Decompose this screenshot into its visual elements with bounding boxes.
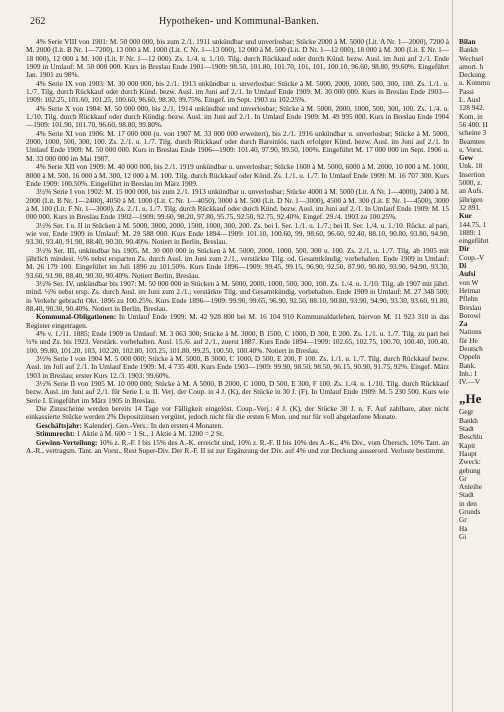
paragraph-text: 1 Aktie à M. 600 = 1 St., 1 Aktie à M. 1200 = 2 St. — [74, 430, 224, 439]
adjacent-page-column — [459, 38, 504, 704]
clipped-line: scheine 3 — [459, 129, 487, 138]
clipped-line: „He — [459, 391, 482, 407]
paragraph-text: 3½% Serie I von 1904 M. 5 000 000; Stücke à M. 5000, B 3000, C 1000, D 500, E 200, F 100. Zs. 1./1. u. 1./7. Tilg. durch Rückkauf bezw. Ausl. im Juli auf 2./1. In Umlauf Ende 1909: M. 4 735 400. Kurs Ende 1903—1909: 99.90, 98.50, 98.50, 96.15, 90.90, 91.75, 92%. Eingef. März 1903 in Breslau; erster Kurs 12./3. 1903: 99.60%. — [26, 355, 449, 380]
paragraph-text: Die Zinsscheine werden bereits 14 Tage vor Fälligkeit eingelöst. Coup.-Verj.: 4 J. (K), der Stücke 30 J. n. F. Auf zahlbare, aber nicht einkassierte Stücke werden 2% Depositzinsen vergütet, jedoch nicht für die ersten 6 Mon. und nur für voll abgelaufene Monate. — [26, 405, 449, 422]
paragraph — [26, 422, 449, 430]
clipped-line: Kom. in — [459, 112, 483, 121]
clipped-line: Insertion — [459, 170, 485, 179]
clipped-line: eingeführt — [459, 237, 489, 246]
clipped-line: Gegr — [459, 408, 474, 417]
paragraph-text: 10% z. R.-F. I bis 15% des A.-K. erreicht sind, 10% z. R.-F. II bis 10% des A.-K., 4% Div., vom Übersch. 10% Tant. an A.-R., vertragsm. Tant. an Vorst., Rest Super-Div. Der R.-F. II ist zur Ergänzung der Div. auf 4% und zur Deckung ausserord. Verluste bestimmt. — [26, 438, 449, 455]
clipped-line: u. Kommu — [459, 79, 491, 88]
section-label: Gewinn-Verteilung: — [36, 438, 98, 447]
paragraph — [26, 247, 449, 280]
paragraph — [26, 405, 449, 422]
clipped-line: Coup.-V — [459, 253, 485, 262]
paragraph — [26, 330, 449, 355]
clipped-line: Beamten — [459, 137, 485, 146]
clipped-line: Bankh — [459, 416, 478, 425]
paragraph-text: 3½% Ser. I u. II in Stücken à M. 5000, 3000, 2000, 1500, 1000, 300, 200. Zs. bei I. Ser. 1./1. u. 1./7.; bei II. Ser. 1./4. u. 1./10. Rückz. al pari, wie vor. Ende 1909 in Umlauf: M. 29 588 000. Kurs Ende 1894—1909: 101.10, 100.60, 99, 98.60, 96.60, 92.40, 88.10, 90.80, 93.80, 94.90, 93.30, 93.40, 91.90, 88.40, 90.30, 90.40%. Notiert in Berlin, Breslau. — [26, 221, 449, 247]
paragraph-text: 3½% Serie II von 1905 M. 10 000 000; Stücke à M. A 5000, B 2000, C 1000, D 500, E 300, F 100. Zs. 1./4. u. 1./10. Tilg. durch Rückkauf bezw. Ausl. im Juni auf 2./1. für Serie I. u. II. Verj. der Coup. in 4 J. (K), der Stücke in 30 J. (F). In Umlauf Ende 1909: M. 5 230 500. Kurs wie Serie I. Eingeführt im März 1905 in Breslau. — [26, 380, 449, 405]
clipped-line: u. Vorst. — [459, 145, 484, 154]
paragraph — [26, 163, 449, 188]
clipped-line: Stadt — [459, 491, 474, 500]
paragraph-text: 3½% Ser. III, unkündbar bis 1905, M. 30 000 000 in Stücken à M. 5000, 2000, 1000, 500, 300 u. 100. Zs. 2./1. u. 1./7. Tilg. ab 1905 mit jährlich mindest. ½% nebst ersparten Zs. durch Ausl. im Juni zum 2./1., verstärkte Tilg. od. Gesamtkündig. vorbehalten. Ende 1909 in Umlauf: M. 26 179 100. Eingeführt im Juli 1896 zu 101.50%. Kurs Ende 1896—1909: 99.45, 99.15, 96.90, 92.50, 87.90, 90.80, 93.90, 94.90, 93.30, 93.60, 91.90, 88.40, 90.30, 90.40%. Notiert Berlin, Breslau. — [26, 246, 449, 280]
paragraph-text: 4% Serie X von 1904: M. 50 000 000, bis 2./1. 1914 unkündbar und unverlosbar; Stücke à M. 5000, 2000, 1000, 500, 300, 100. Zs. 1./4. u. 1./10. Tilg. durch Rückkauf oder durch Kündig. bezw. Ausl. im Juni auf 2./1. In Umlauf Ende 1909: M. 49 995 000. Kurs in Breslau Ende 1904—1909: 101.90, 101.70, 96.60, 98.80, 99.80%. — [26, 104, 449, 130]
clipped-line: Pflehn — [459, 295, 478, 304]
clipped-line: Gi — [459, 532, 467, 541]
page-number: 262 — [30, 16, 46, 27]
clipped-line: Bank. — [459, 361, 477, 370]
paragraph-text: In Umlauf Ende 1909: M. 42 928 800 bei M. 16 104 910 Kommunaldarlehen, hiervon M. 11 923 310 in das Register eingetragen. — [26, 313, 449, 330]
clipped-line: Dir — [459, 245, 470, 254]
paragraph-text: 4% Serie XI von 1906: M. 17 000 000 (u. von 1907 M. 33 000 000 erweitert), bis 2./1. 1916 unkündbar u. unverlosbar; Stücke à M. 5000, 2000, 1000, 500, 300, 100. Zs. 2./1. u. 1./7. Tilg. durch Rückkauf oder durch Bareinlös. nach erfolgter Künd. bezw. Ausl. im Juni auf 2./1. In Umlauf Ende 1909: M. 50 000 000. Kurs in Breslau Ende 1906—1909: 101.40, 97.90, 99.50, 100%. Eingeführt M. 17 000 000 im Sept. 1906 u. M. 33 000 000 im Mai 1907. — [26, 129, 449, 163]
clipped-line: Gr — [459, 516, 467, 525]
clipped-line: Gr — [459, 474, 467, 483]
clipped-line: 56 400. H — [459, 120, 488, 129]
section-label: Stimmrecht: — [36, 430, 75, 439]
paragraph — [26, 313, 449, 330]
clipped-line: Haupt — [459, 449, 477, 458]
clipped-line: IV.—V — [459, 378, 481, 387]
clipped-line: Kur — [459, 212, 472, 221]
paragraph — [26, 130, 449, 163]
page-header — [30, 16, 448, 30]
clipped-line: Beschlu — [459, 433, 483, 442]
section-label: Kommunal-Obligationen: — [36, 313, 117, 322]
main-text-column — [26, 38, 449, 704]
paragraph-text: 4% Serie IX von 1903: M. 30 000 000, bis 2./1. 1913 unkündbar u. unverlosbar: Stücke à M. 5000, 2000, 1000, 500, 300, 100. Zs. 1./1. u. 1./7. Tilg. durch Rückkauf oder durch Künd. bezw. Ausl. im Juni auf 2./1. In Umlauf Ende 1909: M. 30 000 000. Kurs in Breslau Ende 1903—1909: 102.25, 101.60, 101.25, 100.60, 96.60, 98.30, 99.75%. Eingef. im Sept. 1903 zu 102.25%. — [26, 79, 449, 105]
clipped-line: 144.75, 1 — [459, 220, 487, 229]
clipped-line: Bilan — [459, 38, 476, 46]
paragraph-text: 4% v. 1./11. 1885; Ende 1909 in Umlauf: M. 3 063 300; Stücke à M. 3000, B 1500, C 1000, D 300, E 200. Zs. 1./1. u. 1./7. Tilg. zu pari bei ½% und Zs. bis 1923. Verstärk. vorbehalten. Ausl. 15./6. auf 2./1., zuerst 1887. Kurs Ende 1894—1909: 102.65, 102.75, 100.70, 100.40, 100.40, 100, 99.80, 101.20, 103, 102.20, 102.80, 103.25, 101.80, 99.25, 100.50, 100.40%. Notiert in Breslau. — [26, 330, 449, 355]
clipped-line: Deutsch — [459, 344, 483, 353]
section-label: Geschäftsjahr: — [36, 421, 82, 430]
clipped-line: Stadt — [459, 425, 474, 434]
paragraph — [26, 188, 449, 221]
clipped-line: Nations — [459, 328, 482, 337]
clipped-line: Heimat — [459, 286, 481, 295]
clipped-line: Anleihe — [459, 483, 482, 492]
clipped-line: Borowi — [459, 311, 481, 320]
clipped-line: von W — [459, 278, 479, 287]
paragraph — [26, 80, 449, 105]
clipped-line: 32 891. — [459, 203, 481, 212]
clipped-line: Zweck: — [459, 458, 481, 467]
paragraph — [26, 355, 449, 380]
paragraph-text: 4% Serie XII von 1909: M. 40 000 000, bis 2./1. 1919 unkündbar u. unverlosbar; Stücke 1600 à M. 5000, 6000 à M. 2000, 10 000 à M. 1000, 8000 à M. 500, 16 000 à M. 300, 12 000 à M. 100. Tilg. durch Rückkauf oder Künd. Zs. 1./1. u. 1./7. In Umlauf Ende 1909: M. 16 707 300. Kurs Ende 1909: 100.50%. Eingeführt in Breslau im März 1909. — [26, 163, 449, 188]
clipped-line: Passi — [459, 87, 474, 96]
paragraph — [26, 380, 449, 405]
clipped-line: für He — [459, 336, 478, 345]
column-gutter — [452, 0, 453, 712]
clipped-line: in den — [459, 499, 477, 508]
clipped-line: Breslau — [459, 303, 482, 312]
paragraph-text: Kalenderj. Gen.-Vers.: In den ersten 4 Monaten. — [81, 421, 224, 430]
clipped-line: Bankh — [459, 46, 478, 55]
clipped-line: 1889: 1 — [459, 228, 481, 237]
paragraph — [26, 430, 449, 438]
clipped-line: gebung — [459, 466, 481, 475]
clipped-line: Za — [459, 320, 468, 329]
clipped-line: Grunds — [459, 508, 481, 517]
paragraph-text: 3½% Ser. IV, unkündbar bis 1907: M. 50 000 000 in Stücken à M. 5000, 2000, 1000, 500, 300, 100. Zs. 1./4. u. 1./10. Tilg. ab 1907 mit jährl. mind. ½% nebst ersp. Zs. durch Ausl. im Juni zum 2./1.; verstärkte Tilg. und Gesamtkündig. vorbehalten. Ende 1909 in Umlauf: M. 27 348 500; in Verkehr gebracht Okt. 1896 zu 100.25%. Kurs Ende 1896—1909: 99.90, 99.65, 96.90, 92.50, 88.10, 90.80, 93.90, 94.90, 93.30, 93.60, 91.80, 88.40, 90.30, 90.40%. Notiert in Berlin, Breslau. — [26, 279, 449, 313]
clipped-line: amort. h — [459, 62, 484, 71]
paragraph — [26, 439, 449, 456]
clipped-line: 128 942. — [459, 104, 485, 113]
clipped-line: jährigen — [459, 195, 483, 204]
clipped-line: L. Ausl — [459, 96, 481, 105]
paragraph-text: 3½% Serie I von 1902: M. 15 000 000, bis zum 2./1. 1913 unkündbar u. unverlosbar; Stücke 4000 à M. 5000 (Lit. A Nr. 1—4000), 2400 à M. 2000 (Lit. B Nr. 1—2400), 4050 à M. 1000 (Lit. C Nr. 1—4050), 3000 à M. 500 (Lit. D Nr. 1—3000), 4500 à M. 300 (Lit. E Nr. 1—4500), 3000 à M. 100 (Lit. F Nr. 1—3000). Zs. 2./1. u. 1./7. Tilg. durch Rückkauf oder durch Künd. bezw. Ausl. im Juni auf 2./1. In Umlauf Ende 1909: M. 15 000 000. Kurs in Breslau Ende 1902—1909: 99.60, 98.20, 97.80, 95.75, 92.50, 92.75, 92.40%. Eingef. 29./4. 1903 zu 100.25%. — [26, 188, 449, 222]
paragraph — [26, 280, 449, 313]
clipped-line: 5000, z. — [459, 179, 483, 188]
clipped-line: Aufsi — [459, 270, 476, 279]
paragraph — [26, 222, 449, 247]
clipped-line: Wechsel — [459, 54, 484, 63]
clipped-line: Oppeln — [459, 353, 481, 362]
clipped-line: Di — [459, 262, 467, 271]
clipped-line: Unk. 18 — [459, 162, 483, 171]
clipped-line: Ha — [459, 524, 468, 533]
clipped-line: an Aufs. — [459, 187, 484, 196]
page-title: Hypotheken- und Kommunal-Banken. — [159, 16, 319, 27]
paragraph-text: 4% Serie VIII von 1901: M. 50 000 000, bis zum 2./1. 1911 unkündbar und unverlosbar; Stücke 2000 à M. 5000 (Lit. A Nr. 1—2000), 7200 à M. 2000 (Lit. B Nr. 1—7200), 13 000 à M. 1000 (Lit. C Nr. 1—13 000), 12 000 à M. 500 (Lit. D Nr. 1—12 000), 18 000 à M. 300 (Lit. E Nr. 1—18 000), 12 000 à M. 100 (Lit. F Nr. 1—12 000). Zs. 1./4. u. 1./10. Tilg. durch Rückkauf oder durch Künd. bezw. Ausl. im Juni auf 2./1. Ende 1909 in Umlauf: M. 50 000 000. Kurs in Breslau Ende 1901—1909: 98.50, 101.80, 101.70, 101, 101, 100.10, 96.60, 98.80, 99.60%. Eingeführt Jan. 1901 zu 98%. — [26, 38, 449, 80]
clipped-line: Inh.: I — [459, 369, 477, 378]
clipped-line: Kapit — [459, 441, 476, 450]
clipped-line: Deckung — [459, 71, 486, 80]
paragraph — [26, 38, 449, 80]
clipped-line: Gew — [459, 154, 474, 163]
paragraph — [26, 105, 449, 130]
